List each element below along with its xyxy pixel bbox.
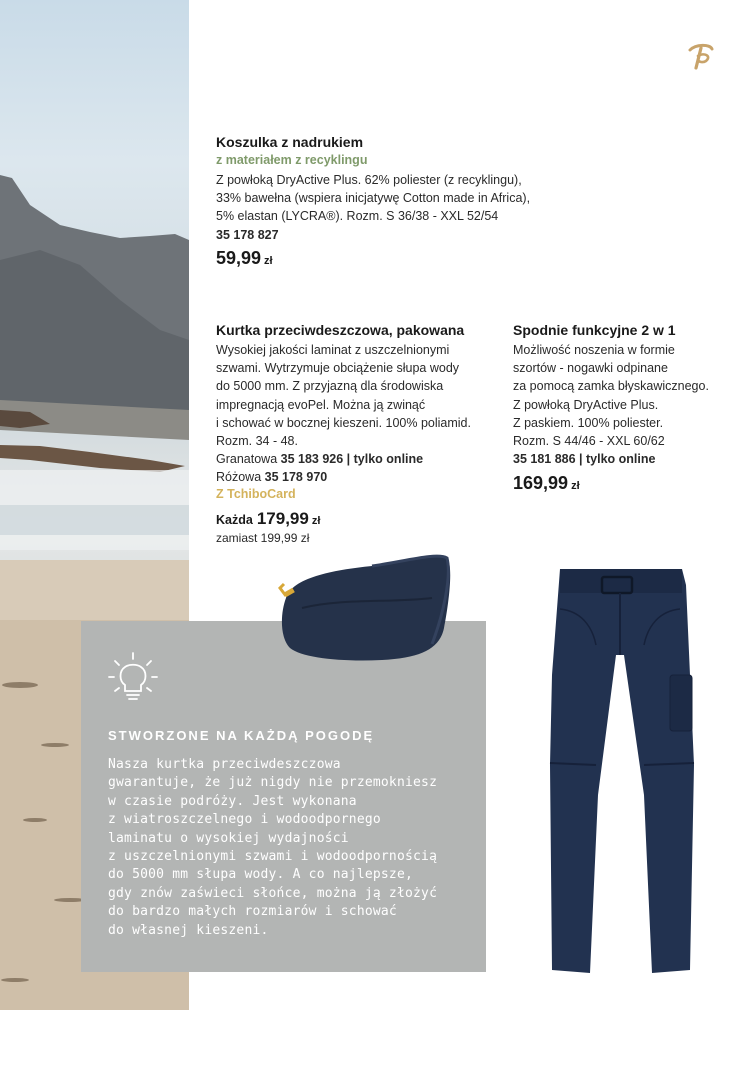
info-box-title: STWORZONE NA KAŻDĄ POGODĘ — [108, 728, 375, 743]
jacket-desc-line: impregnacją evoPel. Można ją zwinąć — [216, 397, 426, 412]
tchibo-logo-icon — [684, 40, 716, 72]
pants-desc-line: Możliwość noszenia w formie — [513, 343, 675, 357]
pants-desc-line: Rozm. S 44/46 - XXL 60/62 — [513, 434, 665, 449]
pants-code: 35 181 886 | tylko online — [513, 452, 656, 467]
jacket-variant-pink: Różowa 35 178 970 — [216, 470, 328, 485]
jacket-variant-navy: Granatowa 35 183 926 | tylko online — [216, 452, 424, 467]
lightbulb-icon — [105, 649, 161, 705]
shirt-desc-line: 5% elastan (LYCRA®). Rozm. S 36/38 - XXL 52/54 — [216, 209, 499, 224]
pants-image — [540, 565, 700, 980]
jacket-description — [216, 341, 471, 487]
shirt-desc-line: Z powłoką DryActive Plus. 62% poliester (z recyklingu), — [216, 173, 522, 187]
shirt-code: 35 178 827 — [216, 227, 279, 242]
tchibocard-note: Z TchiboCard — [216, 487, 296, 501]
pants-desc-line: Z powłoką DryActive Plus. — [513, 397, 659, 412]
jacket-desc-line: szwami. Wytrzymuje obciążenie słupa wody — [216, 361, 460, 376]
pants-desc-line: Z paskiem. 100% poliester. — [513, 415, 664, 430]
pants-description — [513, 341, 709, 468]
shirt-subtitle: z materiałem z recyklingu — [216, 153, 368, 167]
pants-price: 169,99 zł — [513, 473, 580, 493]
jacket-old-price: zamiast 199,99 zł — [216, 531, 310, 545]
jacket-desc-line: do 5000 mm. Z przyjazną dla środowiska — [216, 379, 444, 394]
jacket-price: Każda 179,99 zł — [216, 509, 321, 528]
pants-desc-line: za pomocą zamka błyskawicznego. — [513, 379, 709, 394]
packed-jacket-image — [272, 548, 462, 668]
jacket-desc-line: i schować w bocznej kieszeni. 100% poliamid. — [216, 415, 471, 430]
jacket-desc-line: Rozm. 34 - 48. — [216, 434, 298, 449]
shirt-desc-line: 33% bawełna (wspiera inicjatywę Cotton made in Africa), — [216, 191, 531, 206]
shirt-description — [216, 171, 530, 244]
jacket-title: Kurtka przeciwdeszczowa, pakowana — [216, 322, 465, 338]
shirt-title: Koszulka z nadrukiem — [216, 134, 364, 150]
jacket-desc-line: Wysokiej jakości laminat z uszczelnionymi — [216, 343, 450, 357]
info-box-text: Nasza kurtka przeciwdeszczowa gwarantuje, że już nigdy nie przemokniesz w czasie podróży. Jest wykonana z wiatroszczelnego i wodoodpornego laminatu o wysokiej wydajności z uszczelnionymi szwami i wodoodpornością do 5000 mm słupa wody. A co najlepsze, gdy znów zaświeci słońce, można ją złożyć do bardzo małych rozmiarów i schować do własnej kieszeni. — [108, 757, 438, 938]
shirt-price: 59,99 zł — [216, 248, 273, 268]
pants-desc-line: szortów - nogawki odpinane — [513, 361, 668, 376]
pants-title: Spodnie funkcyjne 2 w 1 — [513, 322, 676, 338]
